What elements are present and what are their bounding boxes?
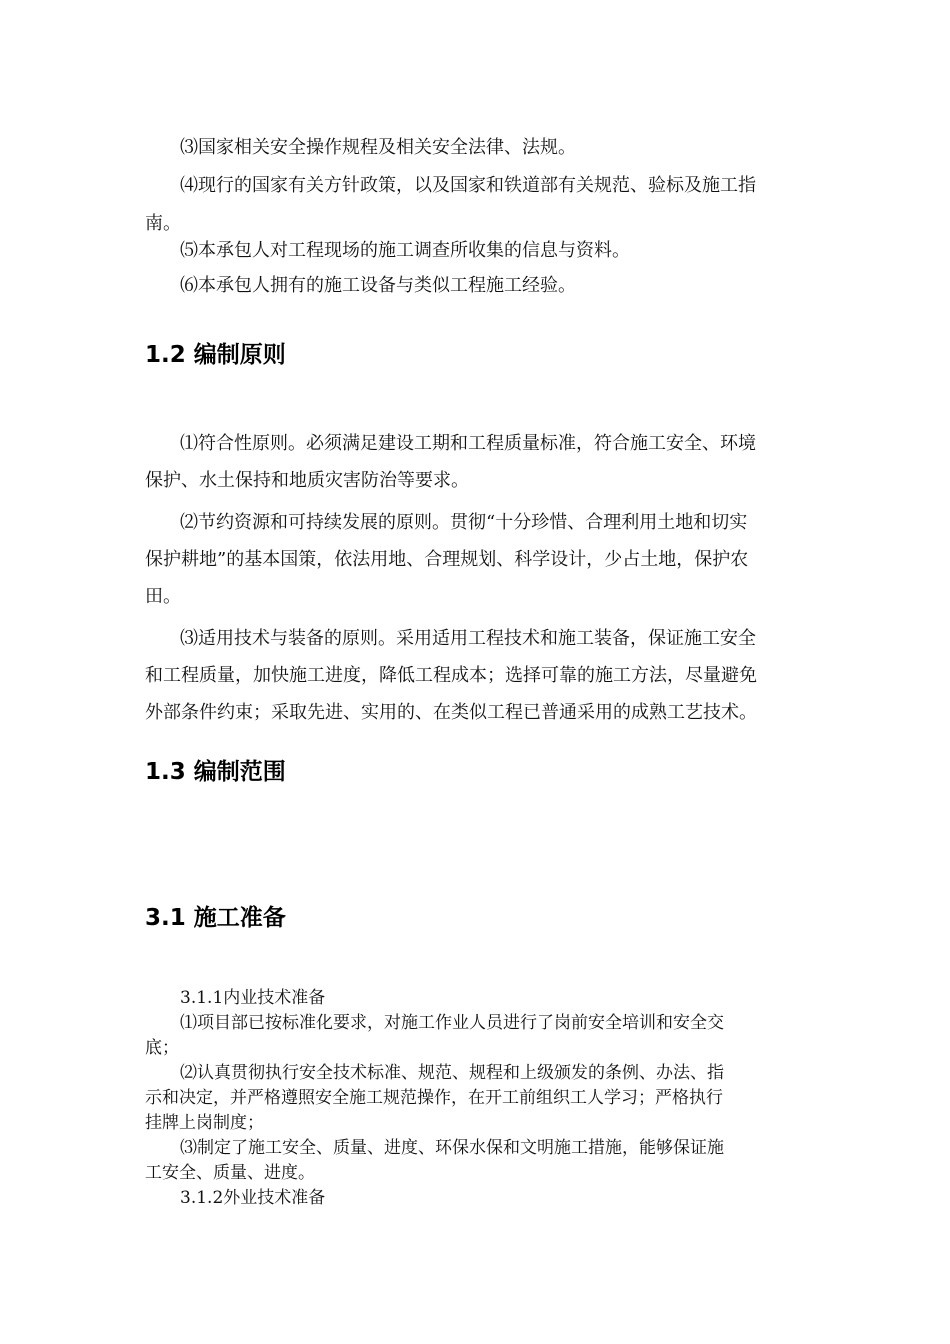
subsection-title: 3.1.2外业技术准备	[180, 1188, 326, 1208]
list-item-continuation: 挂牌上岗制度；	[145, 1113, 264, 1133]
section-heading: 1.2 编制原则	[145, 342, 286, 368]
paragraph: ⑴符合性原则。必须满足建设工期和工程质量标准，符合施工安全、环境	[180, 433, 756, 454]
paragraph-continuation: 田。	[145, 586, 181, 607]
subsection-title: 3.1.1内业技术准备	[180, 988, 326, 1008]
list-item-continuation: 工安全、质量、进度。	[145, 1163, 315, 1183]
list-item-continuation: 底；	[145, 1038, 179, 1058]
paragraph-continuation: 保护耕地”的基本国策，依法用地、合理规划、科学设计，少占土地，保护农	[145, 549, 749, 570]
list-item: ⑶制定了施工安全、质量、进度、环保水保和文明施工措施，能够保证施	[180, 1138, 724, 1158]
paragraph-continuation: 和工程质量，加快施工进度，降低工程成本；选择可靠的施工方法，尽量避免	[145, 665, 757, 686]
list-item: ⑴项目部已按标准化要求，对施工作业人员进行了岗前安全培训和安全交	[180, 1013, 724, 1033]
list-item: ⑹本承包人拥有的施工设备与类似工程施工经验。	[180, 275, 576, 296]
list-item-continuation: 示和决定，并严格遵照安全施工规范操作，在开工前组织工人学习；严格执行	[145, 1088, 723, 1108]
paragraph: ⑶适用技术与装备的原则。采用适用工程技术和施工装备，保证施工安全	[180, 628, 756, 649]
paragraph-continuation: 保护、水土保持和地质灾害防治等要求。	[145, 470, 469, 491]
section-heading: 1.3 编制范围	[145, 759, 286, 785]
list-item: ⑷现行的国家有关方针政策，以及国家和铁道部有关规范、验标及施工指	[180, 175, 756, 196]
list-item-continuation: 南。	[145, 213, 181, 234]
paragraph: ⑵节约资源和可持续发展的原则。贯彻“十分珍惜、合理利用土地和切实	[180, 512, 748, 533]
list-item: ⑸本承包人对工程现场的施工调查所收集的信息与资料。	[180, 240, 630, 261]
list-item: ⑶国家相关安全操作规程及相关安全法律、法规。	[180, 137, 576, 158]
paragraph-continuation: 外部条件约束；采取先进、实用的、在类似工程已普通采用的成熟工艺技术。	[145, 702, 757, 723]
list-item: ⑵认真贯彻执行安全技术标准、规范、规程和上级颁发的条例、办法、指	[180, 1063, 724, 1083]
section-heading: 3.1 施工准备	[145, 905, 286, 931]
